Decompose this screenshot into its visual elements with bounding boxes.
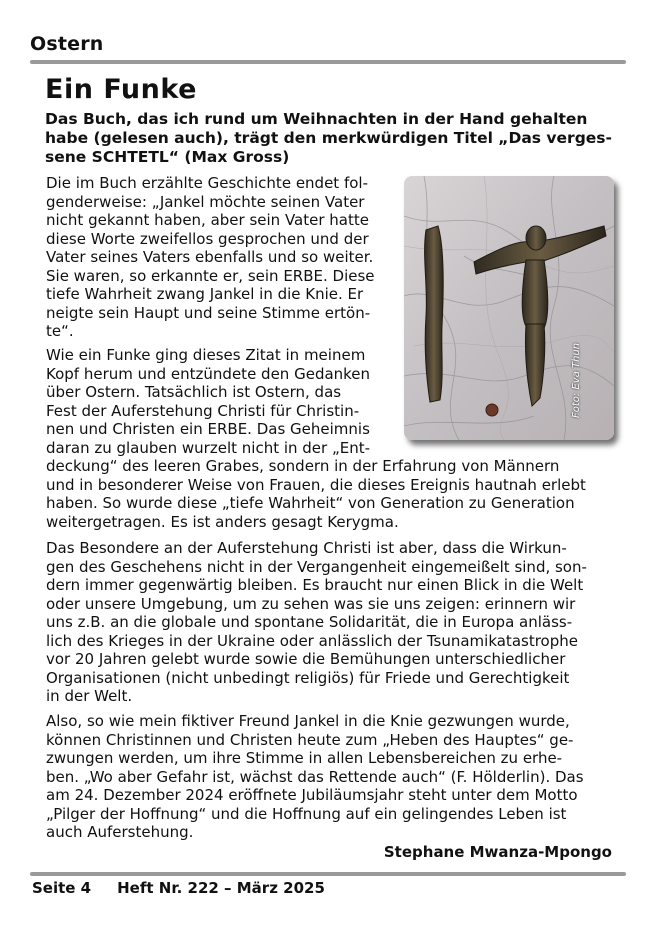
page-number: Seite 4 <box>32 879 92 897</box>
text-line: Sie waren, so erkannte er, sein ERBE. Diese <box>46 266 375 285</box>
lead-line: sene SCHTETL“ (Max Gross) <box>45 148 290 166</box>
page-footer <box>32 879 325 897</box>
text-line: Vater seines Vaters ebenfalls und so weiter. <box>46 248 374 266</box>
issue-info: Heft Nr. 222 – März 2025 <box>117 879 325 897</box>
text-line: diese Worte zweifellos gesprochen und der <box>46 229 369 248</box>
text-line: am 24. Dezember 2024 eröffnete Jubiläumsjahr steht unter dem Motto <box>46 786 578 804</box>
text-line: über Ostern. Tatsächlich ist Ostern, das <box>46 383 342 401</box>
paragraph-1 <box>46 174 626 341</box>
author-name: Stephane Mwanza-Mpongo <box>383 843 612 861</box>
lead-line: Das Buch, das ich rund um Weihnachten in der Hand gehalten <box>45 110 588 128</box>
text-line: Also, so wie mein fiktiver Freund Jankel in die Knie gezwungen wurde, <box>46 712 570 730</box>
photo-credit: Foto: Eva Thun <box>571 342 582 418</box>
paragraph-2 <box>46 346 626 531</box>
text-line: Organisationen (nicht unbedingt religiös) für Friede und Gerechtigkeit <box>46 668 570 687</box>
text-line: lich des Krieges in der Ukraine oder anlässlich der Tsunamikatastrophe <box>46 631 578 650</box>
text-line: oder unsere Umgebung, um zu sehen was sie uns zeigen: erinnern wir <box>46 594 576 613</box>
text-line: Kopf herum und entzündete den Gedanken <box>46 364 371 383</box>
text-line: tiefe Wahrheit zwang Jankel in die Knie. Er <box>46 285 364 303</box>
text-line: Fest der Auferstehung Christi für Christin- <box>46 401 360 420</box>
text-line: auch Auferstehung. <box>46 823 194 841</box>
paragraph-3 <box>46 539 626 706</box>
text-line: nicht gekannt haben, aber sein Vater hatte <box>46 211 369 229</box>
text-line: gen des Geschehens nicht in der Vergangenheit eingemeißelt sind, son- <box>46 557 587 576</box>
text-line: uns z.B. an die globale und spontane Solidarität, die in Europa anläss- <box>46 613 573 631</box>
text-line: weitergetragen. Es ist anders gesagt Kerygma. <box>46 512 399 531</box>
text-line: deckung“ des leeren Grabes, sondern in der Erfahrung von Männern <box>46 457 560 475</box>
text-line: können Christinnen und Christen heute zum „Heben des Hauptes“ ge- <box>46 730 574 749</box>
section-title: Ostern <box>30 33 104 55</box>
article-headline: Ein Funke <box>45 74 197 105</box>
text-line: und in besonderer Weise von Frauen, die dieses Ereignis hautnah erlebt <box>46 475 586 494</box>
header-divider <box>30 60 626 64</box>
text-line: genderweise: „Jankel möchte seinen Vater <box>46 192 365 211</box>
text-line: Die im Buch erzählte Geschichte endet fol- <box>46 174 368 192</box>
text-line: neigte sein Haupt und seine Stimme ertön- <box>46 303 371 322</box>
paragraph-4 <box>46 712 626 842</box>
text-line: „Pilger der Hoffnung“ und die Hoffnung auf ein gelingendes Leben ist <box>46 804 567 823</box>
text-line: in der Welt. <box>46 687 133 705</box>
text-line: nen und Christen ein ERBE. Das Geheimnis <box>46 420 370 438</box>
text-line: ben. „Wo aber Gefahr ist, wächst das Rettende auch“ (F. Hölderlin). Das <box>46 767 584 786</box>
text-line: haben. So wurde diese „tiefe Wahrheit“ von Generation zu Generation <box>46 494 575 512</box>
text-line: Das Besondere an der Auferstehung Christi ist aber, dass die Wirkun- <box>46 539 567 557</box>
text-line: daran zu glauben wurzelt nicht in der „Ent- <box>46 438 371 457</box>
article-lead <box>45 110 625 167</box>
lead-line: habe (gelesen auch), trägt den merkwürdigen Titel „Das verges- <box>45 129 612 147</box>
text-line: zwungen werden, um ihre Stimme in allen Lebensbereichen zu erhe- <box>46 749 563 767</box>
text-line: dern immer gegenwärtig bleiben. Es braucht nur einen Blick in die Welt <box>46 576 584 594</box>
footer-divider <box>30 872 626 876</box>
text-line: Wie ein Funke ging dieses Zitat in meinem <box>46 346 366 364</box>
text-line: vor 20 Jahren gelebt wurde sowie die Bemühungen unterschiedlicher <box>46 650 566 668</box>
text-line: te“. <box>46 322 74 340</box>
